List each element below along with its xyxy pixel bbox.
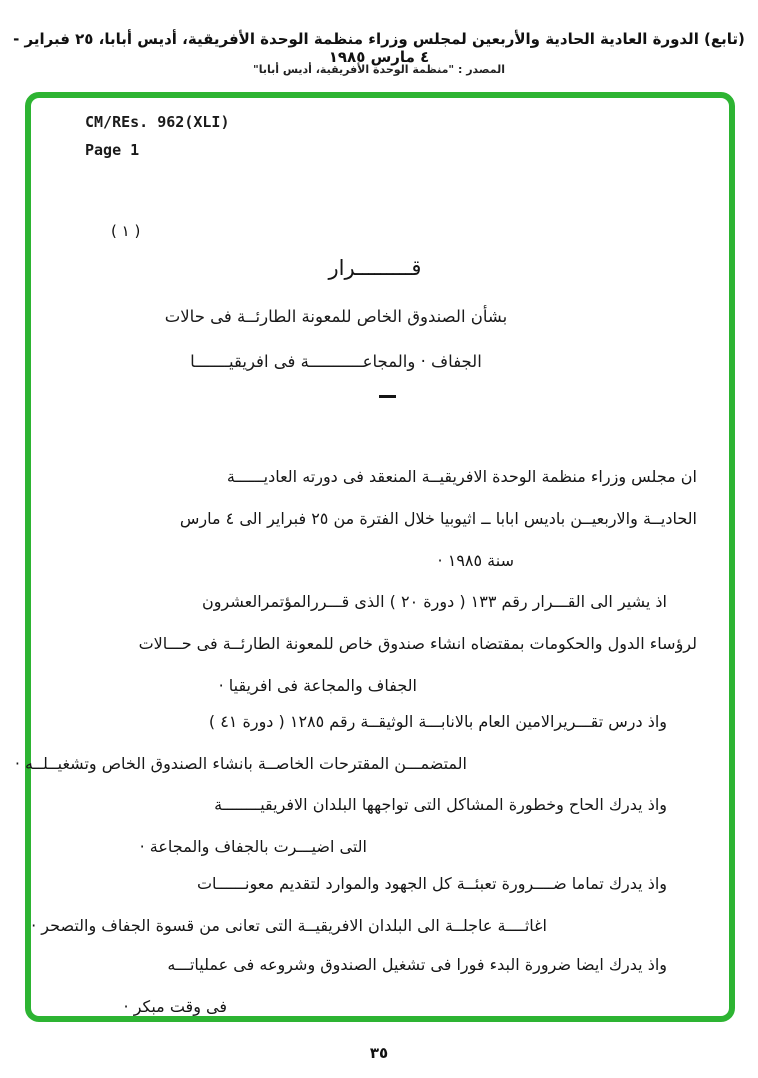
document-body bbox=[14, 98, 729, 1016]
paragraph-line: اغاثــــة عاجلــة الى البلدان الافريقيــة التى تعانى من قسوة الجفاف والتصحر · bbox=[31, 916, 547, 935]
paragraph-aware-mobilization bbox=[31, 863, 697, 947]
resolution-subtitle-line: بشأن الصندوق الخاص للمعونة الطارئــة فى حالات bbox=[164, 307, 508, 326]
paragraph-having-examined bbox=[14, 701, 697, 785]
resolution-subtitle bbox=[31, 294, 641, 384]
doc-reference: CM/REs. 962(XLI) bbox=[85, 113, 230, 131]
paragraph-recalling bbox=[41, 581, 697, 707]
paragraph-line: اذ يشير الى القـــرار رقم ١٣٣ ( دورة ٢٠ ) الذى قـــررالمؤتمرالعشرون bbox=[202, 592, 667, 611]
paragraph-line: واذ يدرك الحاح وخطورة المشاكل التى تواجهها البلدان الافريقيــــــــة bbox=[214, 795, 667, 814]
resolution-title: قـــــــــرار bbox=[328, 256, 422, 280]
paragraph-line: فى وقت مبكر · bbox=[123, 997, 227, 1016]
item-number: ( ١ ) bbox=[111, 222, 141, 240]
paragraph-line: الحاديــة والاربعيــن باديس ابابا ــ اثيوبيا خلال الفترة من ٢٥ فبراير الى ٤ مارس bbox=[179, 509, 697, 528]
doc-page-label: Page 1 bbox=[85, 141, 140, 159]
paragraph-line: التى اضيـــرت بالجفاف والمجاعة · bbox=[139, 837, 367, 856]
paragraph-preamble bbox=[41, 456, 697, 582]
paragraph-line: ان مجلس وزراء منظمة الوحدة الافريقيــة المنعقد فى دورته العاديــــــة bbox=[226, 467, 697, 486]
paragraph-line: واذ درس تقـــريرالامين العام بالانابـــة الوثيقــة رقم ١٢٨٥ ( دورة ٤١ ) bbox=[208, 712, 667, 731]
dash-separator bbox=[379, 395, 396, 398]
paragraph-aware-problems bbox=[41, 784, 697, 868]
paragraph-aware-urgency bbox=[41, 944, 697, 1028]
paragraph-line: المتضمـــن المقترحات الخاصــة بانشاء الصندوق الخاص وتشغيــلــه · bbox=[14, 754, 467, 773]
paragraph-line: الجفاف والمجاعة فى افريقيا · bbox=[218, 676, 417, 695]
annotation-highlight-box bbox=[14, 92, 735, 1022]
doc-reference-block bbox=[85, 108, 230, 164]
paragraph-line: سنة ١٩٨٥ · bbox=[437, 551, 514, 570]
paragraph-line: واذ يدرك ايضا ضرورة البدء فورا فى تشغيل الصندوق وشروعه فى عملياتـــه bbox=[167, 955, 667, 974]
paragraph-line: لرؤساء الدول والحكومات بمقتضاه انشاء صندوق خاص للمعونة الطارئــة فى حـــالات bbox=[138, 634, 697, 653]
page-header-session-line: (تابع) الدورة العادية الحادية والأربعين لمجلس وزراء منظمة الوحدة الأفريقية، أديس أبابا، ٢٥ فبراير - ٤ مارس ١٩٨٥ bbox=[13, 30, 745, 66]
paragraph-line: واذ يدرك تماما ضــــرورة تعبئــة كل الجهود والموارد لتقديم معونــــــات bbox=[196, 874, 667, 893]
page-header-source-line: المصدر : "منظمة الوحدة الأفريقية، أديس أبابا" bbox=[252, 63, 506, 76]
page-number: ٣٥ bbox=[369, 1044, 389, 1062]
resolution-subtitle-line: الجفاف · والمجاعـــــــــــة فى افريقيـــــــا bbox=[190, 352, 482, 371]
